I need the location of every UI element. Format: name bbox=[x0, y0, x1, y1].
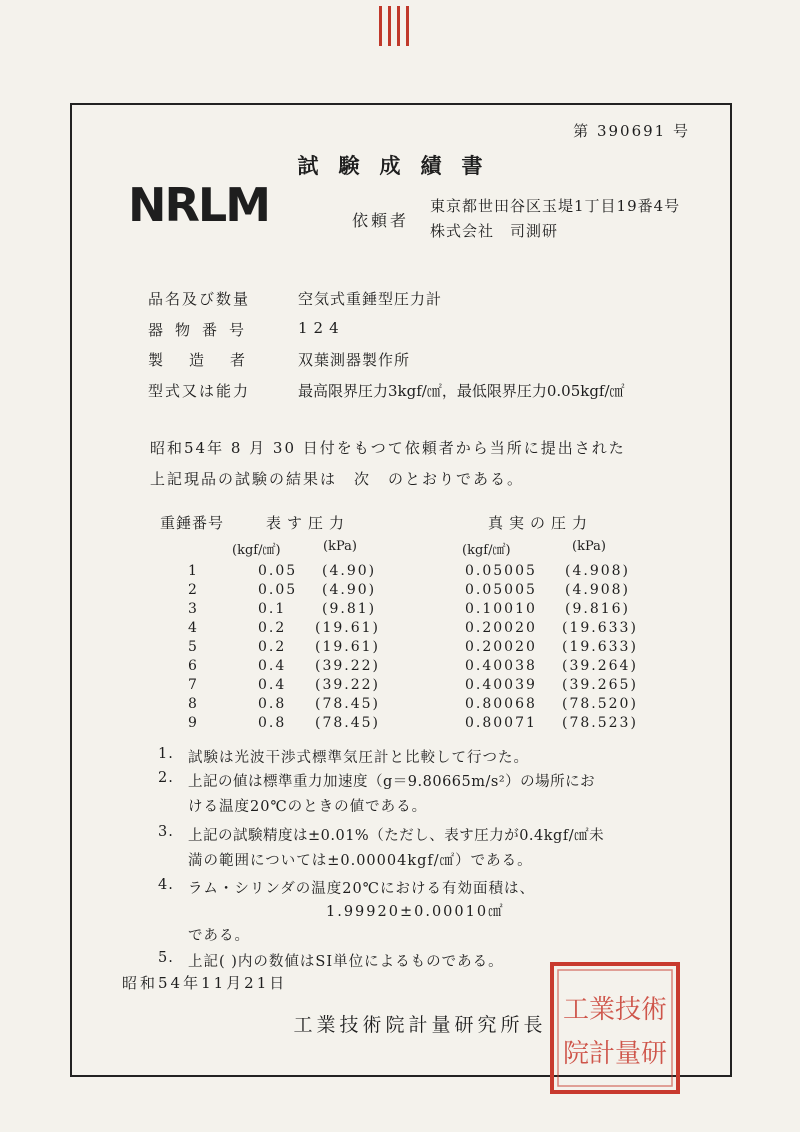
requester-name: 株式会社 司測研 bbox=[430, 222, 559, 240]
cell-indicated-kpa: (4.90) bbox=[322, 563, 377, 579]
cell-true-kgf: 0.20020 bbox=[465, 639, 537, 655]
note-text: 上記の試験精度は±0.01%（ただし、表す圧力が0.4kgf/㎠未 bbox=[188, 828, 605, 844]
cell-true-kpa: (78.520) bbox=[562, 696, 638, 712]
cell-indicated-kgf: 0.2 bbox=[258, 639, 287, 655]
cell-indicated-kpa: (9.81) bbox=[322, 601, 377, 617]
note-text: ラム・シリンダの温度20℃における有効面積は、 bbox=[188, 881, 535, 897]
intro-line-1: 昭和54年 8 月 30 日付をもつて依頼者から当所に提出された bbox=[150, 439, 626, 457]
item-label-product: 品名及び数量 bbox=[148, 290, 251, 308]
cell-number: 4 bbox=[188, 620, 199, 636]
item-value-serial: 124 bbox=[298, 319, 345, 337]
cell-indicated-kgf: 0.05 bbox=[258, 582, 298, 598]
seal-border bbox=[552, 964, 678, 1092]
cell-number: 1 bbox=[188, 563, 199, 579]
item-label-capacity: 型式又は能力 bbox=[148, 382, 251, 400]
note-text: 上記( )内の数値はSI単位によるものである。 bbox=[188, 954, 504, 970]
issuer-title: 工業技術院計量研究所長 bbox=[293, 1014, 547, 1036]
cell-indicated-kpa: (19.61) bbox=[315, 620, 381, 636]
cell-true-kgf: 0.05005 bbox=[465, 563, 537, 579]
note-text: 試験は光波干渉式標準気圧計と比較して行つた。 bbox=[188, 750, 529, 766]
note-number: 1. bbox=[158, 746, 174, 762]
cell-number: 7 bbox=[188, 677, 199, 693]
cell-number: 9 bbox=[188, 715, 199, 731]
note-number: 2. bbox=[158, 770, 174, 786]
intro-line-2: 上記現品の試験の結果は 次 のとおりである。 bbox=[150, 470, 525, 488]
cell-indicated-kpa: (19.61) bbox=[315, 639, 381, 655]
cell-true-kpa: (9.816) bbox=[565, 601, 631, 617]
cell-true-kgf: 0.05005 bbox=[465, 582, 537, 598]
note-number: 4. bbox=[158, 877, 174, 893]
unit-true-kpa: (kPa) bbox=[572, 539, 606, 554]
cell-indicated-kpa: (4.90) bbox=[322, 582, 377, 598]
cell-true-kgf: 0.80068 bbox=[465, 696, 537, 712]
document-title: 試験成績書 bbox=[297, 153, 503, 178]
serial-suffix: 号 bbox=[672, 122, 690, 140]
binding-marks bbox=[377, 0, 417, 48]
cell-number: 3 bbox=[188, 601, 199, 617]
cell-indicated-kpa: (39.22) bbox=[315, 677, 381, 693]
cell-true-kpa: (19.633) bbox=[562, 639, 638, 655]
note-text: 1.99920±0.00010㎠ bbox=[326, 904, 505, 920]
note-number: 5. bbox=[158, 950, 174, 966]
note-text: ける温度20℃のときの値である。 bbox=[188, 799, 428, 815]
cell-true-kpa: (39.264) bbox=[562, 658, 638, 674]
cell-indicated-kpa: (39.22) bbox=[315, 658, 381, 674]
cell-indicated-kpa: (78.45) bbox=[315, 696, 381, 712]
seal-glyphs-bottom: 院計量研 bbox=[562, 1039, 668, 1069]
cell-true-kpa: (19.633) bbox=[562, 620, 638, 636]
official-seal bbox=[546, 958, 684, 1098]
cell-number: 6 bbox=[188, 658, 199, 674]
cell-indicated-kgf: 0.8 bbox=[258, 696, 287, 712]
item-label-maker: 製造者 bbox=[148, 351, 272, 369]
cell-indicated-kgf: 0.05 bbox=[258, 563, 298, 579]
note-number: 3. bbox=[158, 824, 174, 840]
requester-label: 依頼者 bbox=[352, 211, 410, 230]
cell-true-kgf: 0.80071 bbox=[465, 715, 537, 731]
seal-glyphs-top: 工業技術 bbox=[562, 995, 668, 1025]
item-label-serial: 器物番号 bbox=[148, 321, 257, 339]
cell-indicated-kgf: 0.8 bbox=[258, 715, 287, 731]
cell-indicated-kgf: 0.4 bbox=[258, 677, 287, 693]
cell-indicated-kpa: (78.45) bbox=[315, 715, 381, 731]
col-header-indicated: 表す圧力 bbox=[266, 514, 351, 532]
unit-true-kgf: (kgf/㎠) bbox=[462, 543, 511, 558]
serial-prefix: 第 bbox=[573, 122, 591, 140]
unit-indicated-kpa: (kPa) bbox=[323, 539, 357, 554]
issue-date: 昭和54年11月21日 bbox=[122, 974, 288, 992]
note-text: 満の範囲については±0.00004kgf/㎠）である。 bbox=[188, 853, 533, 869]
item-value-maker: 双葉測器製作所 bbox=[298, 351, 411, 369]
cell-true-kgf: 0.10010 bbox=[465, 601, 537, 617]
cell-true-kpa: (39.265) bbox=[562, 677, 638, 693]
note-text: 上記の値は標準重力加速度（g＝9.80665m/s²）の場所にお bbox=[188, 774, 596, 790]
nrlm-logo: NRLM bbox=[128, 178, 270, 232]
cell-true-kgf: 0.40038 bbox=[465, 658, 537, 674]
cell-true-kgf: 0.20020 bbox=[465, 620, 537, 636]
cell-indicated-kgf: 0.4 bbox=[258, 658, 287, 674]
serial-number bbox=[573, 120, 690, 141]
certificate-border bbox=[70, 103, 732, 1077]
note-text: である。 bbox=[188, 928, 250, 944]
cell-number: 2 bbox=[188, 582, 199, 598]
cell-true-kpa: (4.908) bbox=[565, 582, 631, 598]
item-value-product: 空気式重錘型圧力計 bbox=[298, 290, 443, 308]
cell-true-kpa: (4.908) bbox=[565, 563, 631, 579]
requester-address: 東京都世田谷区玉堤1丁目19番4号 bbox=[430, 197, 681, 215]
item-value-capacity: 最高限界圧力3kgf/㎠，最低限界圧力0.05kgf/㎠ bbox=[298, 382, 625, 400]
cell-indicated-kgf: 0.1 bbox=[258, 601, 287, 617]
serial-value: 390691 bbox=[596, 122, 667, 140]
cell-true-kpa: (78.523) bbox=[562, 715, 638, 731]
cell-true-kgf: 0.40039 bbox=[465, 677, 537, 693]
cell-number: 8 bbox=[188, 696, 199, 712]
cell-number: 5 bbox=[188, 639, 199, 655]
cell-indicated-kgf: 0.2 bbox=[258, 620, 287, 636]
col-header-number: 重錘番号 bbox=[160, 514, 225, 532]
unit-indicated-kgf: (kgf/㎠) bbox=[232, 543, 281, 558]
col-header-true: 真実の圧力 bbox=[488, 514, 594, 532]
